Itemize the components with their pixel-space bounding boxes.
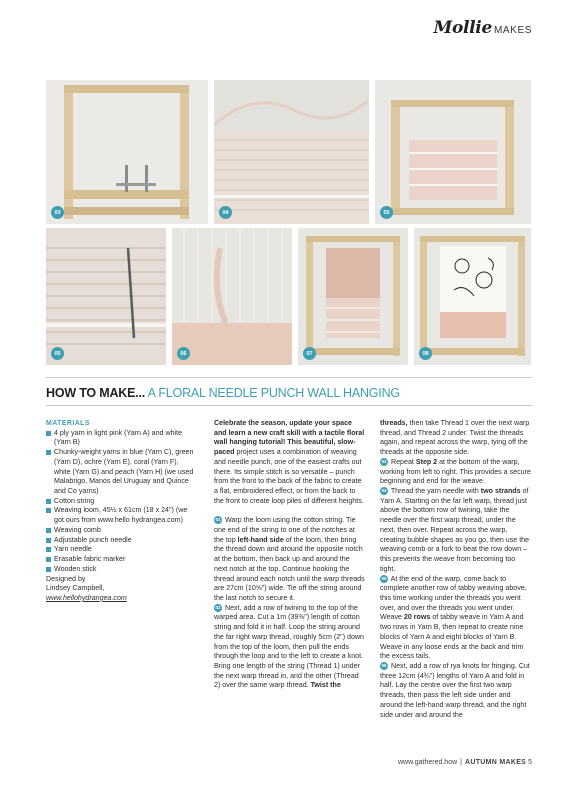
step-number-badge: 02 [215,604,221,610]
photo-step-07 [298,228,408,365]
step-text: then take Thread 1 over the next warp thread, and Thread 2 under. Twist the threads again, and repeat across the warp, tying off the threads at the opposite side. [380,419,530,457]
photo-badge: 03 [51,206,64,219]
step-number-badge: 01 [215,517,221,523]
designer-name: Lindsey Campbell, [46,584,105,593]
step-1 [214,516,365,603]
loom-empty-image [46,80,208,224]
magazine-logo [433,18,532,44]
footer-separator: | [460,759,462,766]
step-number-badge: 06 [381,663,387,669]
step-2-continued [380,419,532,458]
list-item: Yarn needle [46,545,196,555]
intro-bold: Celebrate the season, update your space and learn a new craft skill with a tactile floral wall hanging tutorial! This beautiful, slow-paced [214,419,365,457]
list-item: Wooden stick [46,565,196,575]
step-text: of Yarn A. Starting on the far left warp, thread just above the bottom row of twining, take the needle over the first warp thread, under the next, then over. Repeat across the warp, creating bubble shapes as you go, then use the weaving comb or a fork to beat the row down – this prevents the weave from becoming too tight. [380,487,530,573]
step-number-badge: 04 [381,488,387,494]
twining-weave-image [214,80,369,224]
list-item: Chunky-weight yarns in blue (Yarn C), green (Yarn D), ochre (Yarn E), coral (Yarn F), white (Yarn G) and peach (Yarn H) (we used Malabrigo, Manos del Uruguay and Quince and Co yarns) [46,448,196,497]
photo-badge: 06 [177,347,190,360]
instructions-column-2 [380,419,532,720]
step-number-badge: 03 [381,459,387,464]
photo-badge: 07 [303,347,316,360]
needle-weave-image [46,228,166,365]
photo-badge: 05 [51,347,64,360]
page-footer [398,759,532,766]
intro-text: project uses a combination of weaving and needle punch, one of the easiest crafts out there. Its simple stitch is so versatile – punch from the front to the back of the fabric to create a flat, embroidered effect, or from the back to the front to create loop piles of different heights. [214,448,364,505]
list-item: Erasable fabric marker [46,555,196,565]
step-bold: 20 rows [403,613,431,622]
footer-site[interactable]: www.gathered.how [398,759,458,766]
photo-badge: 08 [419,347,432,360]
step-5 [380,575,532,662]
step-number-badge: 05 [381,575,387,581]
credit-label: Designed by [46,574,86,583]
step-text: Next, add a row of rya knots for fringing. Cut three 12cm (4¾") lengths of Yarn A and fold in half. Lay the centre over the first two warp threads, then pass the left side under and around the left-hand warp thread, and the right side under and around the [380,661,530,719]
list-item: Weaving comb [46,526,196,536]
rya-knots-image [172,228,292,365]
step-text: Next, add a row of twining to the top of the warped area. Cut a 1m (39⅜") length of cotton string and fold it in half. Loop the string around the far right warp thread, roughly 5cm (2") down from the top of the loom, then pull the ends through the loop and to the left to create a knot. Bring one length of the string (Thread 1) under the next warp thread in, and the other (Thread 2) over the same warp thread. [214,603,364,690]
step-2 [214,604,365,691]
list-item: Adjustable punch needle [46,536,196,546]
step-bold: Twist the [310,681,341,690]
intro-paragraph [214,419,365,506]
footer-magazine: AUTUMN MAKES [464,759,527,766]
step-3 [380,458,532,487]
heading-bottom-rule [46,405,532,406]
heading-top-rule [46,377,532,378]
step-text: Repeat [390,457,416,466]
section-heading [46,384,536,400]
photo-step-04 [214,80,369,224]
step-text: of tabby weave in Yarn A and two rows in Yarn B, then repeat to create nine blocks of Yarn A and eight blocks of Yarn B. Weave in any loose ends at the back and trim the excess tails. [380,613,524,661]
photo-step-03 [46,80,208,224]
step-text: at the bottom of the warp, working from left to right. This provides a secure beginning and end for the weave. [380,457,531,486]
photo-step-05 [375,80,531,224]
step-4 [380,487,532,574]
photo-step-05b [46,228,166,365]
photo-badge: 04 [219,206,232,219]
instructions-column-1 [214,419,365,691]
floral-drawing-image [414,228,531,365]
step-bold: threads, [380,419,408,427]
loom-weave-progress-image [375,80,531,224]
step-text: Warp the loom using the cotton string. Tie one end of the string to one of the notches at the top [214,516,356,544]
step-bold: left-hand side [237,535,284,544]
step-bold: Step 2 [415,457,438,466]
list-item: Weaving loom, 45½ x 61cm (18 x 24") (we got ours from www.hello hydrangea.com) [46,506,196,525]
list-item: Cotton string [46,497,196,507]
step-text: At the end of the warp, come back to complete another row of tabby weaving above, this time working under the threads you went over, and over the threads you went under. Weave [380,574,527,622]
materials-title: MATERIALS [46,420,90,427]
step-6 [380,662,532,720]
logo-caps: MAKES [493,25,532,36]
list-item: 4 ply yarn in light pink (Yarn A) and white (Yarn B) [46,429,196,448]
step-text: Thread the yarn needle with [390,487,481,496]
designer-credit [46,575,196,604]
page-number: 5 [528,759,532,766]
materials-column [46,419,196,604]
weaving-fringe-image [298,228,408,365]
photo-badge: 05 [380,206,393,219]
logo-script: Mollie [433,18,492,38]
heading-title: A FLORAL NEEDLE PUNCH WALL HANGING [145,386,400,400]
step-bold: two strands [480,487,521,496]
step-text: of the loom, then bring the thread down and around the opposite notch at the bottom, then back up and around the next notch at the top. Continue hooking the thread around each notch until the warp threads are 27cm (10⅝") wide. Tie off the string around the last notch to secure it. [214,535,365,602]
materials-list [46,429,196,575]
photo-step-08 [414,228,531,365]
heading-strong: HOW TO MAKE... [46,386,146,400]
photo-step-06 [172,228,292,365]
designer-link[interactable]: www.hellohydrangea.com [46,593,127,602]
